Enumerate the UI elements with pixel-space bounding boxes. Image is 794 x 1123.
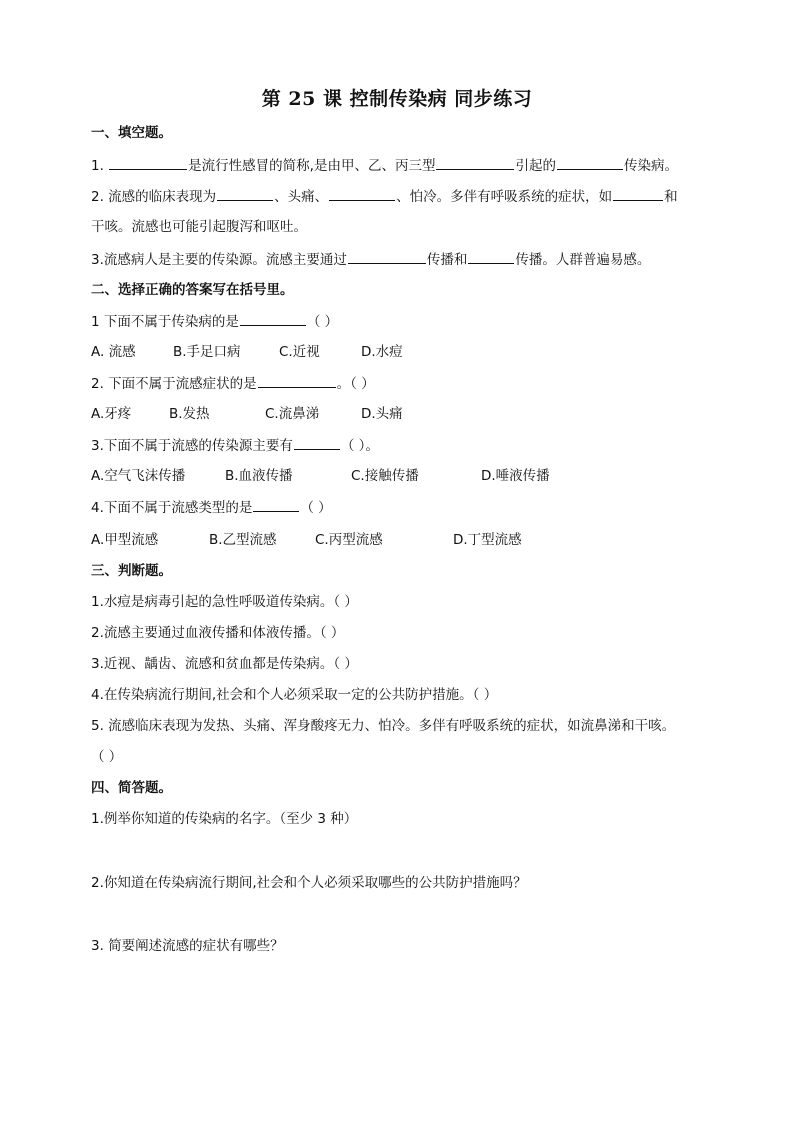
- answer-blank[interactable]: [253, 497, 299, 512]
- option-a: A.空气飞沫传播: [91, 468, 186, 484]
- option-c: C.近视: [279, 344, 320, 360]
- short-answer-question: 2.你知道在传染病流行期间,社会和个人必须采取哪些的公共防护措施吗？: [91, 875, 527, 891]
- option-d: D.头痛: [361, 406, 403, 422]
- option-c: C.流鼻涕: [265, 406, 320, 422]
- option-a: A.甲型流感: [91, 532, 159, 548]
- answer-blank[interactable]: [109, 155, 187, 170]
- section-heading-true-false: 三、判断题。: [91, 563, 172, 579]
- option-a: A.牙疼: [91, 406, 132, 422]
- option-c: C.接触传播: [351, 468, 419, 484]
- choice-question-4-options: [91, 530, 522, 550]
- choice-question-3: 3.下面不属于流感的传染源主要有 （ ）。: [91, 435, 379, 456]
- choice-question-1: 1 下面不属于传染病的是 （ ）: [91, 311, 338, 332]
- answer-blank[interactable]: [294, 435, 340, 450]
- page-title: 第 25 课 控制传染病 同步练习: [261, 88, 533, 110]
- answer-blank[interactable]: [258, 373, 336, 388]
- fill-question-2-continued: 干咳。流感也可能引起腹泻和呕吐。: [91, 219, 307, 235]
- fill-question-2: 2. 流感的临床表现为 、头痛、 、怕冷。多伴有呼吸系统的症状，如 和: [91, 186, 678, 207]
- choice-question-1-options: [91, 342, 403, 362]
- fill-question-3: 3.流感病人是主要的传染源。流感主要通过 传播和 传播。人群普遍易感。: [91, 249, 650, 270]
- choice-question-3-options: [91, 466, 550, 486]
- option-c: C.丙型流感: [315, 532, 383, 548]
- choice-question-2-options: [91, 404, 403, 424]
- section-heading-fill-blank: 一、填空题。: [91, 125, 172, 141]
- short-answer-question: 1.例举你知道的传染病的名字。（至少 3 种）: [91, 811, 358, 827]
- option-a: A. 流感: [91, 344, 136, 360]
- fill-question-1: 1. 是流行性感冒的简称,是由甲、乙、丙三型 引起的 传染病。: [91, 155, 678, 176]
- answer-blank[interactable]: [348, 249, 426, 264]
- option-d: D.水痘: [361, 344, 403, 360]
- answer-blank[interactable]: [217, 186, 273, 201]
- option-b: B.血液传播: [225, 468, 293, 484]
- answer-blank[interactable]: [240, 311, 306, 326]
- judge-item: 3.近视、龋齿、流感和贫血都是传染病。（ ）: [91, 656, 358, 672]
- judge-item-bracket: （ ）: [91, 749, 123, 765]
- section-heading-short-answer: 四、简答题。: [91, 780, 172, 796]
- option-b: B.发热: [169, 406, 210, 422]
- answer-blank[interactable]: [436, 155, 514, 170]
- option-d: D.唾液传播: [481, 468, 550, 484]
- answer-blank[interactable]: [329, 186, 395, 201]
- answer-blank[interactable]: [557, 155, 623, 170]
- short-answer-question: 3. 简要阐述流感的症状有哪些？: [91, 938, 284, 954]
- section-heading-multiple-choice: 二、选择正确的答案写在括号里。: [91, 282, 294, 298]
- choice-question-2: 2. 下面不属于流感症状的是 。（ ）: [91, 373, 375, 394]
- choice-question-4: 4.下面不属于流感类型的是 （ ）: [91, 497, 332, 518]
- judge-item: 5. 流感临床表现为发热、头痛、浑身酸疼无力、怕冷。多伴有呼吸系统的症状，如流鼻涕和干咳。: [91, 718, 676, 734]
- answer-blank[interactable]: [468, 249, 514, 264]
- answer-blank[interactable]: [613, 186, 663, 201]
- option-d: D.丁型流感: [453, 532, 522, 548]
- option-b: B.手足口病: [173, 344, 241, 360]
- judge-item: 4.在传染病流行期间,社会和个人必须采取一定的公共防护措施。（ ）: [91, 687, 498, 703]
- judge-item: 2.流感主要通过血液传播和体液传播。（ ）: [91, 625, 345, 641]
- option-b: B.乙型流感: [209, 532, 277, 548]
- judge-item: 1.水痘是病毒引起的急性呼吸道传染病。（ ）: [91, 594, 358, 610]
